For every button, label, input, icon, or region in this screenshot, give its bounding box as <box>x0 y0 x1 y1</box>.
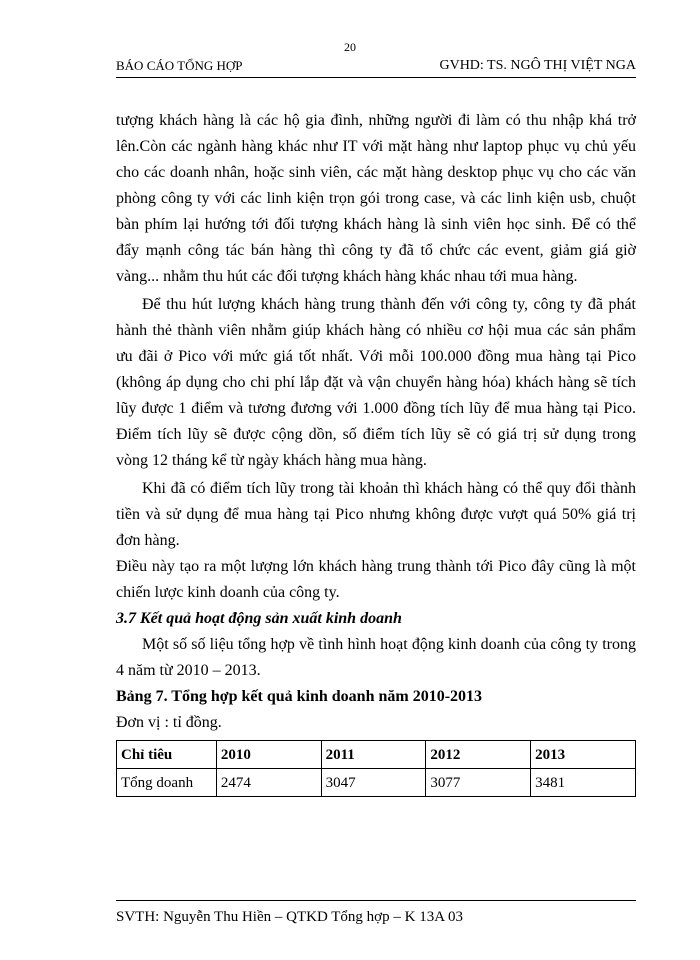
table-cell: 3077 <box>426 769 531 797</box>
table-cell: 2474 <box>216 769 321 797</box>
section-heading: 3.7 Kết quả hoạt động sản xuất kinh doanh <box>116 610 402 627</box>
paragraph-points-redeem: Khi đã có điểm tích lũy trong tài khoản thì khách hàng có thể quy đổi thành tiền và sử dụng để mua hàng tại Pico nhưng không được vượt quá 50% giá trị đơn hàng. <box>116 480 636 549</box>
table-header-row <box>117 741 636 769</box>
page-number: 20 <box>344 40 356 54</box>
table-unit: Đơn vị : tỉ đồng. <box>116 714 222 731</box>
table-row <box>117 769 636 797</box>
table-header-cell: 2012 <box>426 741 531 769</box>
page-header <box>116 57 636 78</box>
paragraph-membership-card: Để thu hút lượng khách hàng trung thành đến với công ty, công ty đã phát hành thẻ thành viên nhằm giúp khách hàng có nhiều cơ hội mua các sản phẩm ưu đãi ở Pico với mức giá tốt nhất. Với mỗi 100.000 đồng mua hàng tại Pico (không áp dụng cho chi phí lắp đặt và vận chuyển hàng hóa) khách hàng sẽ tích lũy được 1 điểm và tương đương với 1.000 đồng tích lũy để mua hàng tại Pico. Điểm tích lũy sẽ được cộng dồn, số điểm tích lũy sẽ có giá trị sử dụng trong vòng 12 tháng kể từ ngày khách hàng mua hàng. <box>116 296 636 469</box>
table-header-cell: 2013 <box>531 741 636 769</box>
table-header-cell: 2010 <box>216 741 321 769</box>
table-header-cell: 2011 <box>321 741 426 769</box>
paragraph-summary-intro: Một số số liệu tổng hợp về tình hình hoạt động kinh doanh của công ty trong 4 năm từ 2010 – 2013. <box>116 636 636 679</box>
page-footer: SVTH: Nguyễn Thu Hiền – QTKD Tổng hợp – K 13A 03 <box>116 900 636 926</box>
header-advisor: GVHD: TS. NGÔ THỊ VIỆT NGA <box>439 58 636 73</box>
table-cell: 3047 <box>321 769 426 797</box>
table-header-cell: Chỉ tiêu <box>117 741 217 769</box>
document-body <box>116 108 636 797</box>
business-results-table <box>116 740 636 797</box>
paragraph-customer-segments: tượng khách hàng là các hộ gia đình, những người đi làm có thu nhập khá trở lên.Còn các ngành hàng khác như IT với mặt hàng như laptop phục vụ chủ yếu cho các doanh nhân, hoặc sinh viên, các mặt hàng desktop phục vụ cho các văn phòng công ty với các linh kiện trọn gói trong case, và các linh kiện usb, chuột bàn phím lại hướng tới đối tượng khách hàng là sinh viên học sinh. Để có thể đẩy mạnh công tác bán hàng thì công ty đã tổ chức các event, giảm giá giờ vàng... nhằm thu hút các đối tượng khách hàng khác nhau tới mua hàng. <box>116 112 636 285</box>
table-cell: Tổng doanh <box>117 769 217 797</box>
table-caption: Bảng 7. Tổng hợp kết quả kinh doanh năm 2010-2013 <box>116 688 483 705</box>
table-cell: 3481 <box>531 769 636 797</box>
header-report-title: BÁO CÁO TỔNG HỢP <box>116 58 243 73</box>
paragraph-loyal-customers: Điều này tạo ra một lượng lớn khách hàng trung thành tới Pico đây cũng là một chiến lược kinh doanh của công ty. <box>116 558 636 601</box>
